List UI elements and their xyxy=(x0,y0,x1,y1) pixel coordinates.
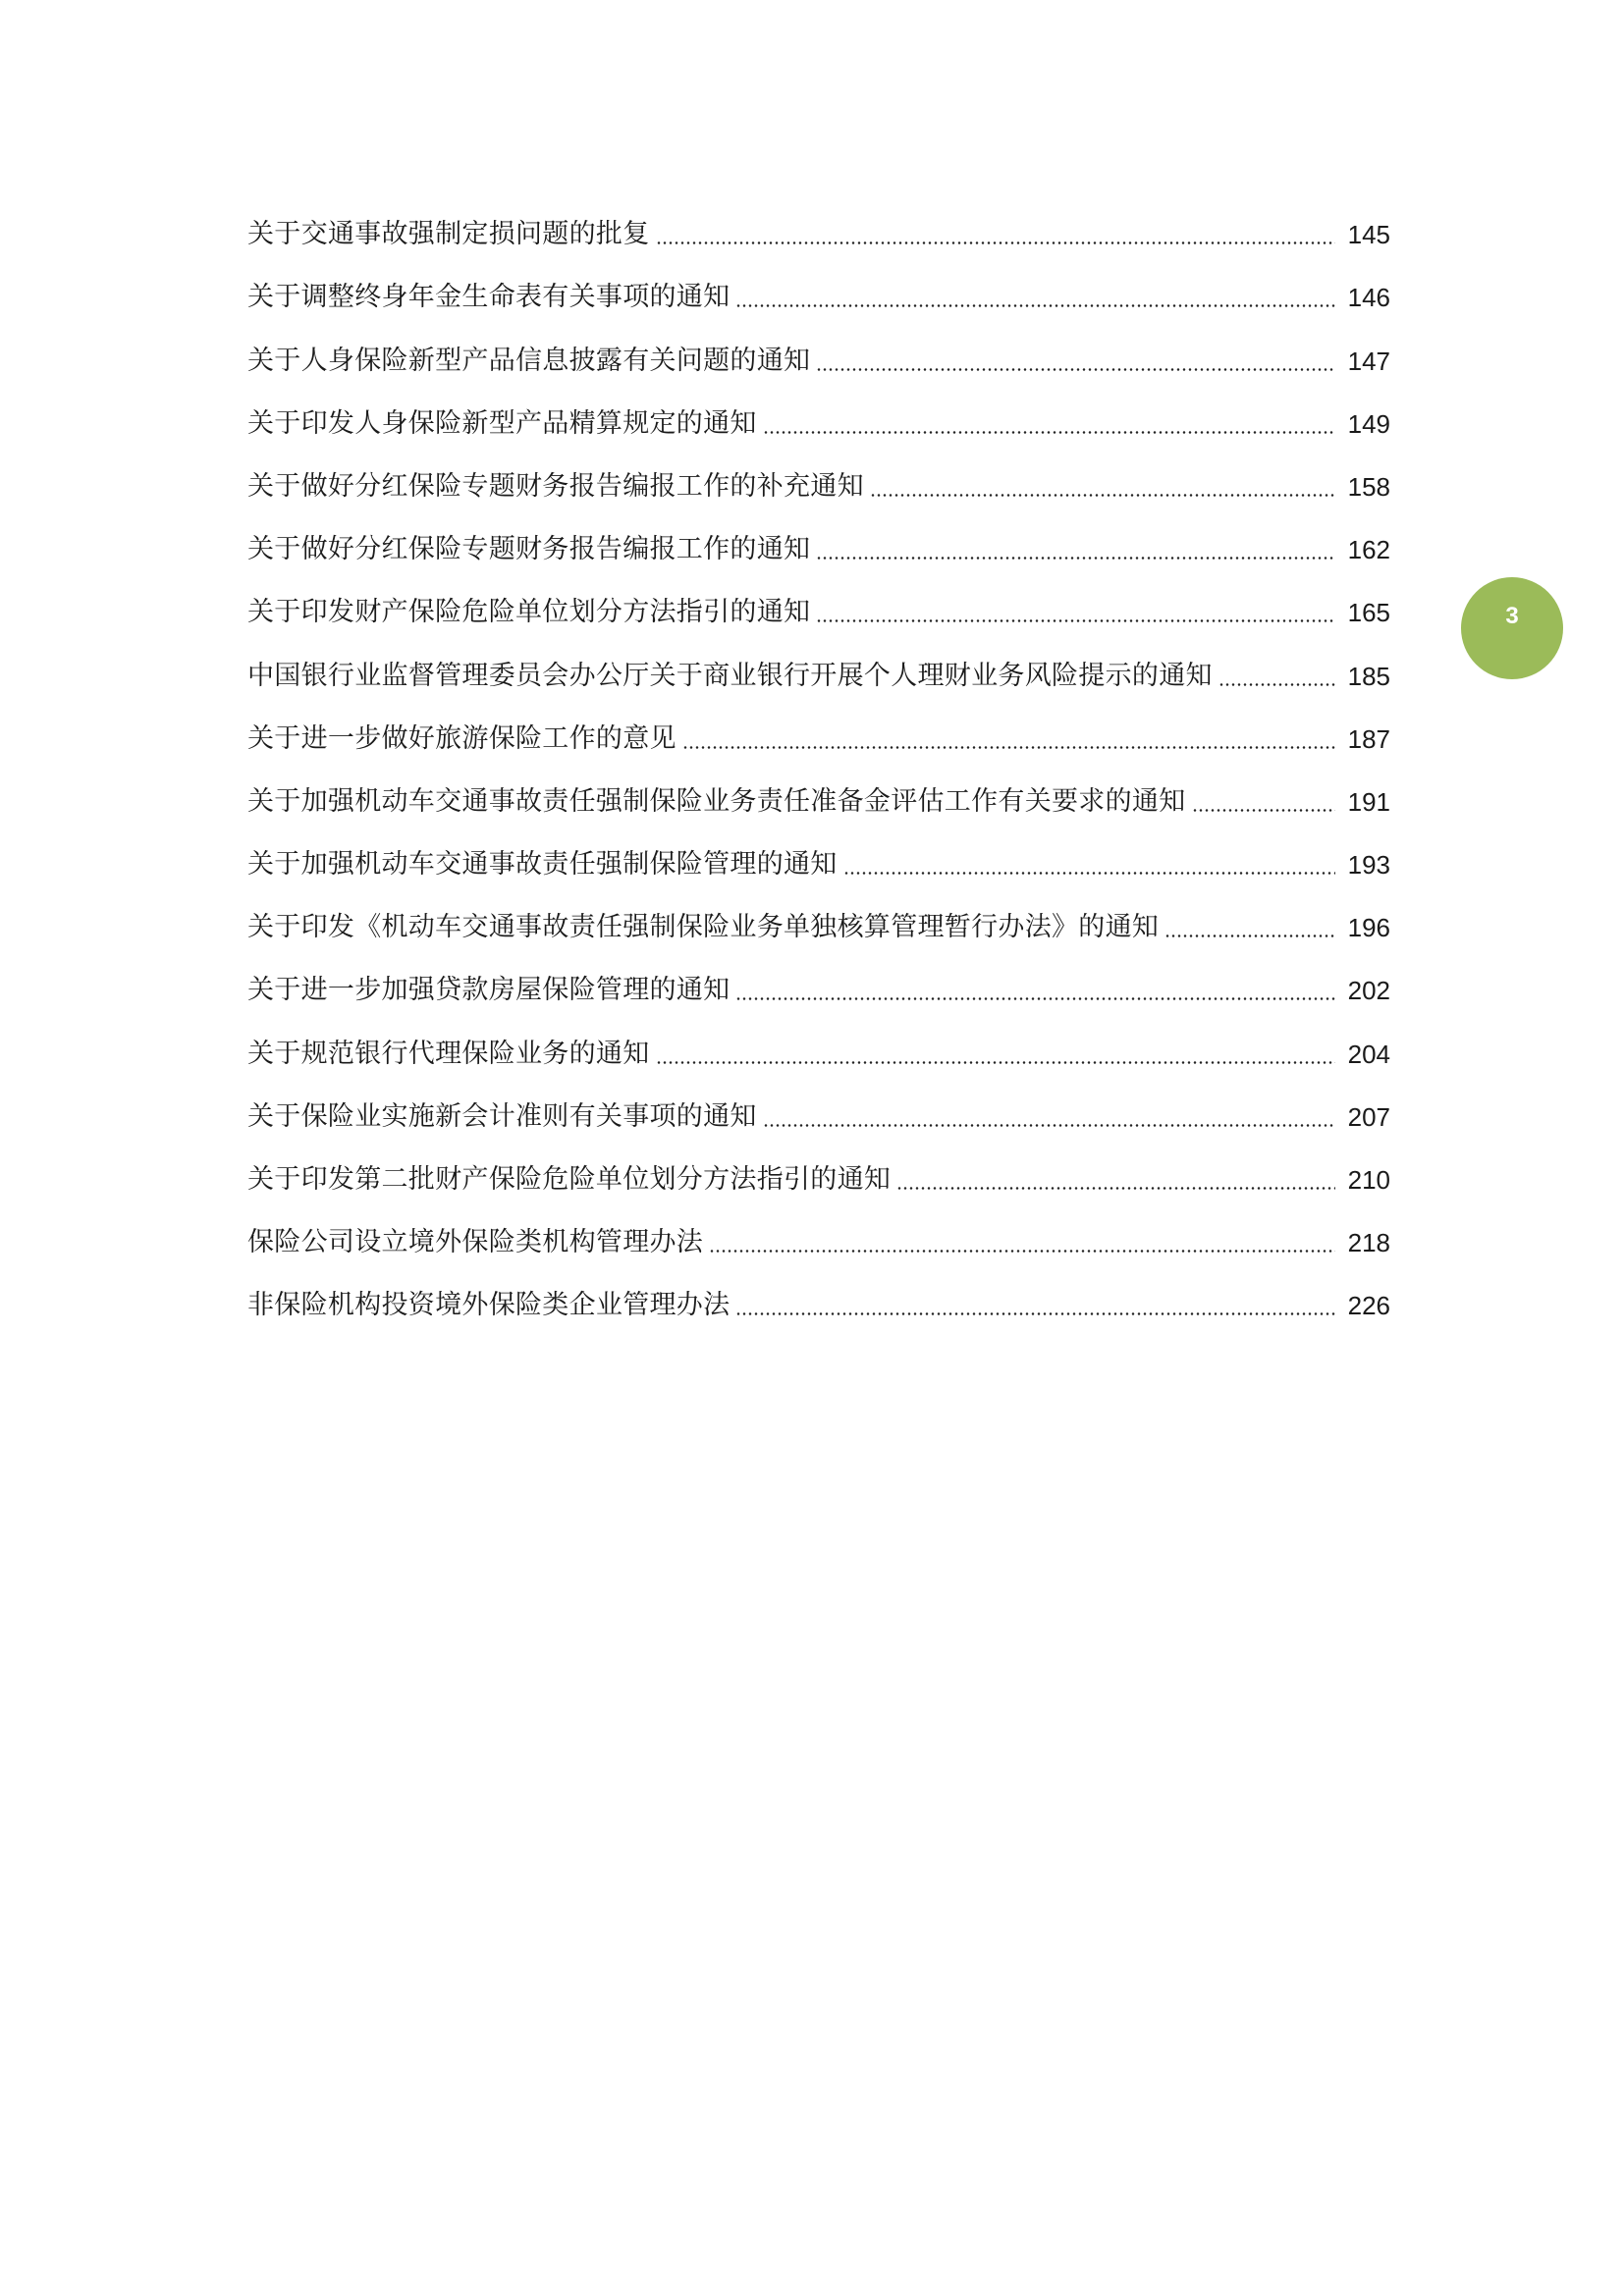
toc-entry-page-number[interactable]: 149 xyxy=(1347,408,1390,439)
toc-entry[interactable] xyxy=(247,265,1390,328)
toc-entry-title[interactable]: 关于人身保险新型产品信息披露有关问题的通知 xyxy=(247,345,814,378)
toc-entry[interactable] xyxy=(247,643,1390,706)
toc-entry[interactable] xyxy=(247,202,1390,265)
toc-dot-leader xyxy=(1192,808,1336,813)
toc-dot-leader xyxy=(816,367,1335,372)
toc-dot-leader xyxy=(709,1249,1335,1254)
toc-entry-title[interactable]: 关于进一步加强贷款房屋保险管理的通知 xyxy=(247,974,733,1007)
toc-entry-title[interactable]: 关于印发《机动车交通事故责任强制保险业务单独核算管理暂行办法》的通知 xyxy=(247,911,1163,944)
toc-entry-title[interactable]: 关于加强机动车交通事故责任强制保险业务责任准备金评估工作有关要求的通知 xyxy=(247,785,1190,819)
toc-entry-title[interactable]: 关于加强机动车交通事故责任强制保险管理的通知 xyxy=(247,848,841,881)
toc-entry-page-number[interactable]: 146 xyxy=(1347,283,1390,313)
toc-entry[interactable] xyxy=(247,328,1390,391)
toc-dot-leader xyxy=(656,1060,1336,1065)
toc-entry-page-number[interactable]: 193 xyxy=(1347,850,1390,881)
toc-entry[interactable] xyxy=(247,580,1390,643)
toc-entry-page-number[interactable]: 218 xyxy=(1347,1228,1390,1258)
toc-entry[interactable] xyxy=(247,517,1390,580)
toc-dot-leader xyxy=(843,871,1335,876)
toc-entry-title[interactable]: 关于调整终身年金生命表有关事项的通知 xyxy=(247,281,733,314)
toc-dot-leader xyxy=(816,618,1335,623)
toc-entry[interactable] xyxy=(247,1273,1390,1336)
toc-entry-title[interactable]: 关于印发财产保险危险单位划分方法指引的通知 xyxy=(247,596,814,629)
toc-entry[interactable] xyxy=(247,1021,1390,1084)
toc-dot-leader xyxy=(763,1123,1335,1128)
toc-entry-title[interactable]: 关于做好分红保险专题财务报告编报工作的通知 xyxy=(247,533,814,566)
toc-entry-title[interactable]: 关于规范银行代理保险业务的通知 xyxy=(247,1038,654,1071)
toc-entry-page-number[interactable]: 191 xyxy=(1347,786,1390,817)
table-of-contents xyxy=(247,202,1390,1336)
toc-entry[interactable] xyxy=(247,958,1390,1021)
toc-dot-leader xyxy=(763,430,1335,435)
toc-dot-leader xyxy=(735,996,1335,1001)
page-number-badge xyxy=(1461,577,1563,679)
toc-entry-page-number[interactable]: 165 xyxy=(1347,598,1390,628)
toc-entry-title[interactable]: 中国银行业监督管理委员会办公厅关于商业银行开展个人理财业务风险提示的通知 xyxy=(247,660,1217,693)
toc-entry-page-number[interactable]: 147 xyxy=(1347,346,1390,376)
toc-dot-leader xyxy=(870,493,1335,498)
toc-entry[interactable] xyxy=(247,454,1390,517)
toc-entry-page-number[interactable]: 210 xyxy=(1347,1165,1390,1195)
toc-dot-leader xyxy=(1164,934,1335,938)
toc-entry-title[interactable]: 保险公司设立境外保险类机构管理办法 xyxy=(247,1226,707,1259)
toc-entry-title[interactable]: 非保险机构投资境外保险类企业管理办法 xyxy=(247,1289,733,1322)
toc-entry[interactable] xyxy=(247,895,1390,958)
toc-entry-title[interactable]: 关于进一步做好旅游保险工作的意见 xyxy=(247,722,680,756)
page-number: 3 xyxy=(1505,603,1519,629)
toc-entry-title[interactable]: 关于做好分红保险专题财务报告编报工作的补充通知 xyxy=(247,470,868,504)
toc-entry[interactable] xyxy=(247,707,1390,770)
toc-entry-page-number[interactable]: 187 xyxy=(1347,723,1390,754)
toc-entry[interactable] xyxy=(247,1210,1390,1273)
toc-dot-leader xyxy=(656,240,1336,245)
toc-entry-title[interactable]: 关于印发人身保险新型产品精算规定的通知 xyxy=(247,407,761,441)
toc-entry-page-number[interactable]: 145 xyxy=(1347,220,1390,250)
toc-entry-page-number[interactable]: 162 xyxy=(1347,535,1390,565)
toc-dot-leader xyxy=(1218,682,1335,687)
toc-dot-leader xyxy=(735,303,1335,308)
toc-entry[interactable] xyxy=(247,770,1390,832)
toc-entry-title[interactable]: 关于交通事故强制定损问题的批复 xyxy=(247,218,654,251)
toc-entry-page-number[interactable]: 196 xyxy=(1347,913,1390,943)
toc-entry-page-number[interactable]: 202 xyxy=(1347,976,1390,1006)
toc-entry-page-number[interactable]: 204 xyxy=(1347,1039,1390,1069)
toc-entry[interactable] xyxy=(247,832,1390,895)
toc-entry-page-number[interactable]: 185 xyxy=(1347,661,1390,691)
toc-entry-title[interactable]: 关于保险业实施新会计准则有关事项的通知 xyxy=(247,1100,761,1134)
toc-entry-page-number[interactable]: 207 xyxy=(1347,1101,1390,1132)
toc-dot-leader xyxy=(735,1311,1335,1316)
toc-dot-leader xyxy=(682,745,1335,750)
toc-entry-page-number[interactable]: 226 xyxy=(1347,1291,1390,1321)
toc-entry[interactable] xyxy=(247,392,1390,454)
toc-dot-leader xyxy=(896,1186,1335,1191)
toc-dot-leader xyxy=(816,556,1335,561)
toc-entry[interactable] xyxy=(247,1148,1390,1210)
toc-entry-title[interactable]: 关于印发第二批财产保险危险单位划分方法指引的通知 xyxy=(247,1163,894,1197)
toc-entry-page-number[interactable]: 158 xyxy=(1347,471,1390,502)
toc-entry[interactable] xyxy=(247,1085,1390,1148)
